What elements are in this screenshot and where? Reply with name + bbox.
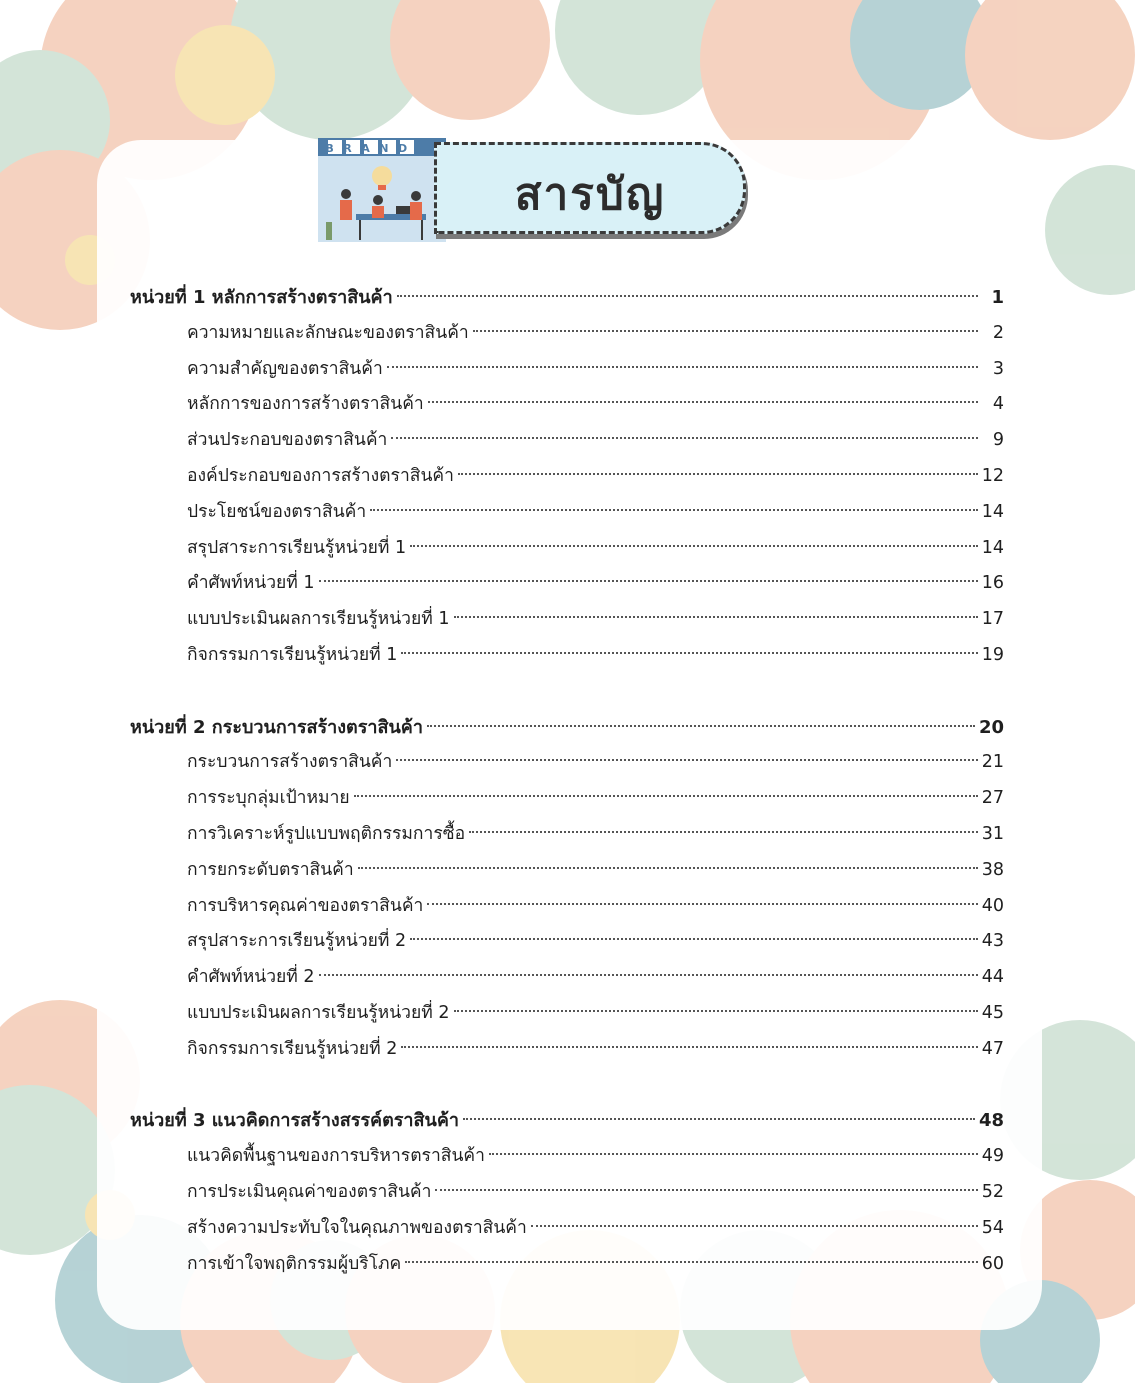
toc-unit-entry-page-number: 1 [991, 287, 1004, 308]
dot-leader [405, 1261, 977, 1263]
toc-entry[interactable] [130, 924, 1004, 960]
toc-entry[interactable] [130, 1139, 1004, 1175]
toc-unit-entry[interactable] [130, 710, 1004, 746]
toc-entry-label: การประเมินคุณค่าของตราสินค้า [187, 1181, 432, 1202]
toc-entry-label: การบริหารคุณค่าของตราสินค้า [187, 895, 424, 916]
brand-team-illustration [316, 136, 448, 246]
toc-entry-page-number: 19 [981, 644, 1004, 665]
toc-unit-entry-label: หน่วยที่ 2 กระบวนการสร้างตราสินค้า [130, 716, 423, 738]
dot-leader [410, 545, 978, 547]
toc-entry-label: องค์ประกอบของการสร้างตราสินค้า [187, 465, 454, 486]
dot-leader [463, 1118, 975, 1120]
toc-header [316, 136, 752, 246]
toc-entry-page-number: 16 [981, 573, 1004, 594]
dot-leader [319, 974, 978, 976]
toc-entry[interactable] [130, 423, 1004, 459]
toc-entry-page-number: 21 [981, 752, 1004, 773]
dot-leader [531, 1225, 978, 1227]
toc-entry[interactable] [130, 1032, 1004, 1068]
toc-entry[interactable] [130, 638, 1004, 674]
dot-leader [401, 652, 977, 654]
dot-leader [391, 437, 978, 439]
dot-leader [435, 1189, 977, 1191]
toc-entry-label: ความหมายและลักษณะของตราสินค้า [187, 322, 469, 343]
toc-entry-page-number: 3 [992, 358, 1004, 379]
toc-entry[interactable] [130, 602, 1004, 638]
dot-leader [401, 1046, 977, 1048]
toc-entry[interactable] [130, 566, 1004, 602]
toc-unit-entry-label: หน่วยที่ 1 หลักการสร้างตราสินค้า [130, 287, 393, 308]
toc-entry[interactable] [130, 781, 1004, 817]
toc-entry-page-number: 45 [981, 1002, 1004, 1023]
toc-unit-entry[interactable] [130, 280, 1004, 316]
toc-entry-page-number: 17 [981, 609, 1004, 630]
toc-entry-page-number: 12 [981, 465, 1004, 486]
toc-entry[interactable] [130, 387, 1004, 423]
toc-entry-label: สรุปสาระการเรียนรู้หน่วยที่ 1 [187, 537, 407, 558]
toc-entry-page-number: 43 [981, 931, 1004, 952]
toc-entry-label: ส่วนประกอบของตราสินค้า [187, 430, 388, 451]
dot-leader [454, 1010, 978, 1012]
dot-leader [410, 938, 978, 940]
dot-leader [370, 509, 978, 511]
toc-entry-label: แนวคิดพื้นฐานของการบริหารตราสินค้า [187, 1146, 485, 1167]
toc-unit-entry-label: หน่วยที่ 3 แนวคิดการสร้างสรรค์ตราสินค้า [130, 1110, 459, 1132]
page-title: สารบัญ [514, 169, 666, 220]
toc-entry-page-number: 47 [981, 1038, 1004, 1059]
toc-entry[interactable] [130, 745, 1004, 781]
toc-entry[interactable] [130, 1247, 1004, 1283]
toc-entry-label: การวิเคราะห์รูปแบบพฤติกรรมการซื้อ [187, 823, 466, 844]
toc-entry[interactable] [130, 960, 1004, 996]
toc-entry[interactable] [130, 1175, 1004, 1211]
dot-leader [489, 1153, 978, 1155]
section-spacer [130, 674, 1004, 710]
dot-leader [458, 473, 978, 475]
toc-entry-page-number: 40 [981, 895, 1004, 916]
toc-entry-page-number: 4 [992, 394, 1004, 415]
toc-unit-entry-page-number: 48 [978, 1110, 1004, 1132]
toc-entry-page-number: 52 [981, 1181, 1004, 1202]
dot-leader [427, 903, 977, 905]
dot-leader [354, 795, 978, 797]
toc-entry[interactable] [130, 1211, 1004, 1247]
toc-entry-page-number: 31 [981, 823, 1004, 844]
toc-entry-label: สรุปสาระการเรียนรู้หน่วยที่ 2 [187, 931, 407, 952]
dot-leader [358, 867, 978, 869]
toc-entry-page-number: 38 [981, 859, 1004, 880]
dot-leader [397, 295, 978, 297]
toc-entry[interactable] [130, 459, 1004, 495]
toc-entry-label: ประโยชน์ของตราสินค้า [187, 501, 367, 522]
toc-entry-label: ความสำคัญของตราสินค้า [187, 358, 383, 379]
toc-entry[interactable] [130, 531, 1004, 567]
toc-entry-page-number: 49 [981, 1146, 1004, 1167]
dot-leader [454, 616, 978, 618]
toc-entry-page-number: 44 [981, 967, 1004, 988]
section-spacer [130, 1068, 1004, 1104]
toc-entry-label: คำศัพท์หน่วยที่ 1 [187, 573, 315, 594]
toc-entry-page-number: 14 [981, 537, 1004, 558]
toc-entry-label: สร้างความประทับใจในคุณภาพของตราสินค้า [187, 1217, 527, 1238]
toc-entry-label: การระบุกลุ่มเป้าหมาย [187, 788, 350, 809]
toc-entry[interactable] [130, 495, 1004, 531]
toc-entry[interactable] [130, 352, 1004, 388]
brand-word: BRAND [325, 142, 417, 155]
dot-leader [387, 366, 978, 368]
toc-entry-label: กิจกรรมการเรียนรู้หน่วยที่ 2 [187, 1038, 398, 1059]
toc-entry[interactable] [130, 817, 1004, 853]
toc-entry-label: กิจกรรมการเรียนรู้หน่วยที่ 1 [187, 644, 398, 665]
toc-entry[interactable] [130, 889, 1004, 925]
dot-leader [396, 759, 977, 761]
toc-entry-label: การเข้าใจพฤติกรรมผู้บริโภค [187, 1253, 402, 1274]
dot-leader [428, 401, 978, 403]
toc-entry-page-number: 60 [981, 1253, 1004, 1274]
toc-entry[interactable] [130, 316, 1004, 352]
toc-entry-page-number: 14 [981, 501, 1004, 522]
toc-unit-entry-page-number: 20 [978, 716, 1004, 738]
toc-entry[interactable] [130, 996, 1004, 1032]
toc-entry-page-number: 27 [981, 788, 1004, 809]
dot-leader [469, 831, 978, 833]
toc-entry-page-number: 2 [992, 322, 1004, 343]
toc-entry-label: แบบประเมินผลการเรียนรู้หน่วยที่ 1 [187, 609, 450, 630]
toc-entry-label: แบบประเมินผลการเรียนรู้หน่วยที่ 2 [187, 1002, 450, 1023]
toc-entry-page-number: 54 [981, 1217, 1004, 1238]
dot-leader [473, 330, 978, 332]
toc-entry-label: หลักการของการสร้างตราสินค้า [187, 394, 424, 415]
toc-entry-page-number: 9 [992, 430, 1004, 451]
toc-entry-label: กระบวนการสร้างตราสินค้า [187, 752, 393, 773]
toc-entry-label: คำศัพท์หน่วยที่ 2 [187, 967, 315, 988]
dot-leader [427, 725, 975, 727]
toc-unit-entry[interactable] [130, 1103, 1004, 1139]
title-banner [434, 142, 746, 234]
toc-entry-label: การยกระดับตราสินค้า [187, 859, 354, 880]
table-of-contents [130, 280, 1004, 1282]
toc-entry[interactable] [130, 853, 1004, 889]
dot-leader [319, 580, 978, 582]
